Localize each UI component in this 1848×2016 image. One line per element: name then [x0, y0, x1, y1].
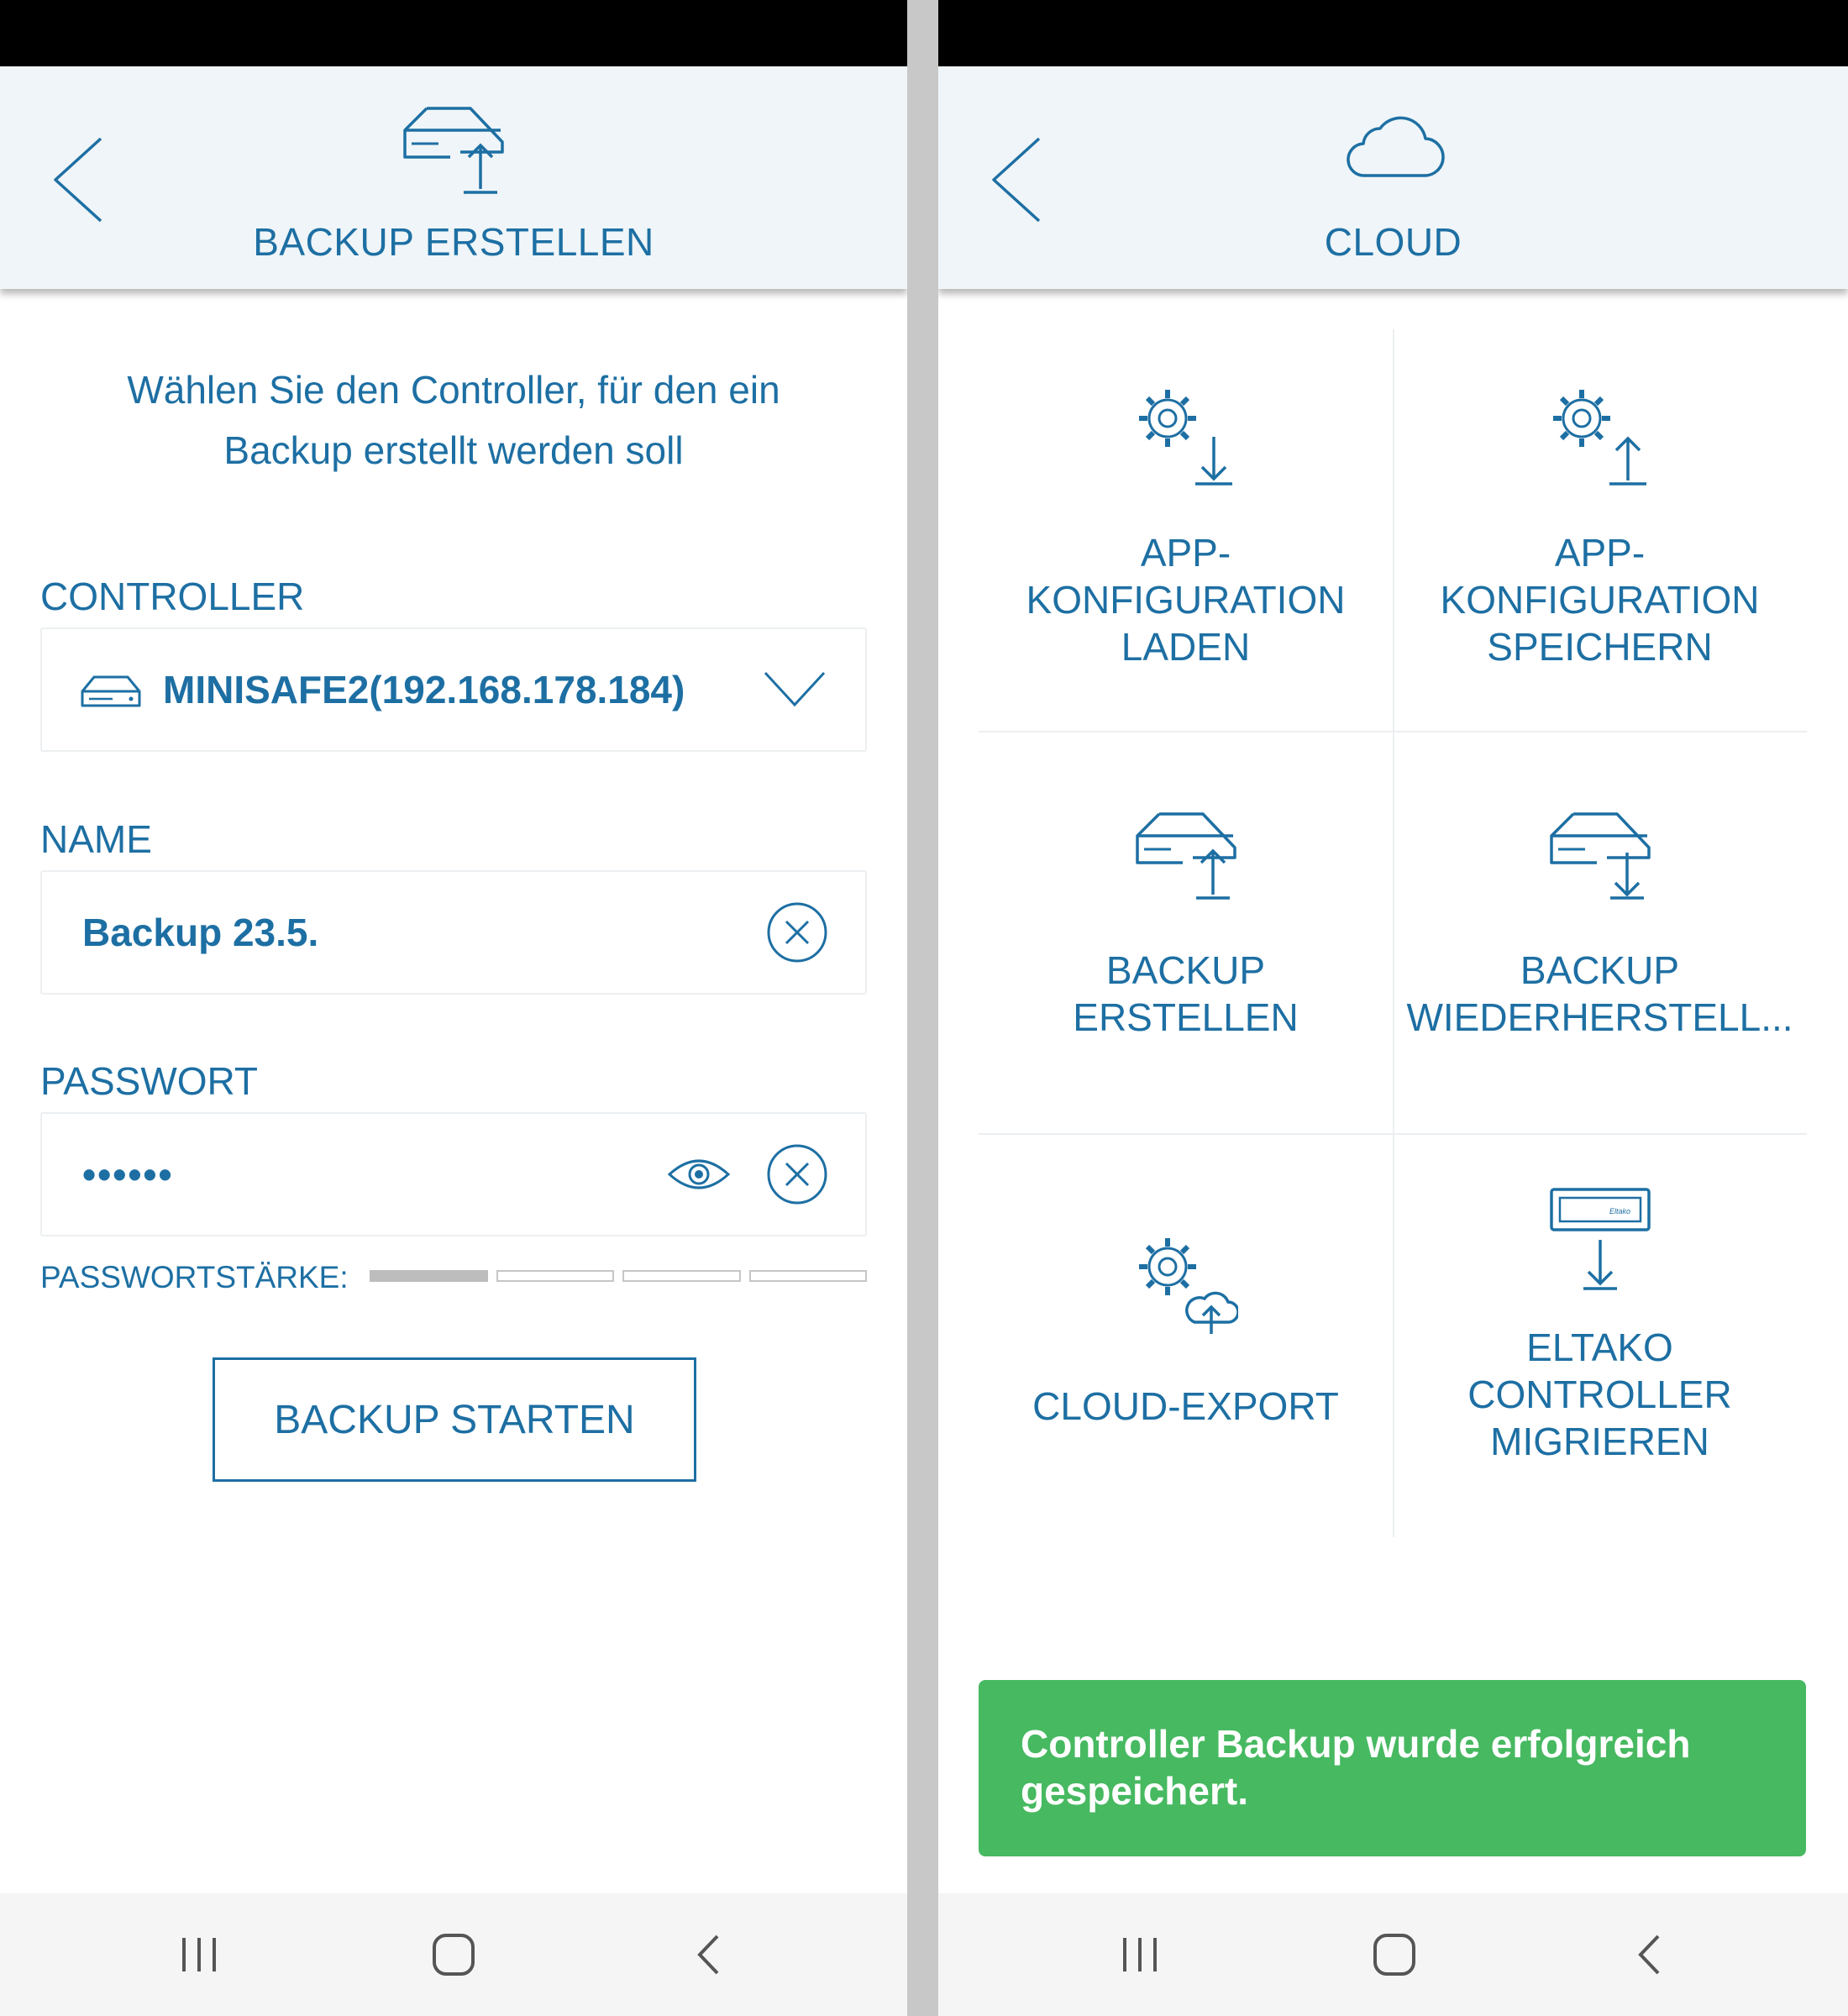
tile-cloud-export[interactable] [979, 1134, 1393, 1536]
strength-segment [370, 1270, 488, 1282]
intro-line-1: Wählen Sie den Controller, für den ein [127, 368, 780, 412]
settings-upload-icon [1548, 385, 1652, 489]
tile-eltako-controller-migrate[interactable] [1393, 1134, 1807, 1536]
cloud-icon [1341, 110, 1446, 179]
recent-apps-icon[interactable] [179, 1936, 219, 1973]
page-title: BACKUP ERSTELLEN [253, 220, 654, 264]
password-strength-label: PASSWORTSTÄRKE: [40, 1260, 349, 1294]
start-backup-button[interactable]: BACKUP STARTEN [213, 1357, 696, 1482]
cloud-screen [938, 0, 1848, 2016]
system-nav-bar [938, 1893, 1848, 2016]
name-value: Backup 23.5. [82, 911, 319, 954]
settings-download-icon [1134, 385, 1238, 489]
controller-select[interactable] [40, 627, 867, 752]
password-field[interactable] [40, 1112, 867, 1236]
tile-label-line: APP- [1140, 531, 1231, 575]
tile-label [1393, 1324, 1807, 1465]
tile-backup-restore[interactable] [1393, 732, 1807, 1134]
tile-label-line: KONFIGURATION [1440, 578, 1760, 622]
system-nav-bar [0, 1893, 907, 2016]
tile-label-line: ELTAKO [1526, 1326, 1673, 1369]
tile-label-line: APP- [1554, 531, 1646, 575]
controller-migrate-icon [1548, 1186, 1652, 1294]
back-icon[interactable] [696, 1934, 721, 1976]
tile-label: CLOUD-EXPORT [1032, 1384, 1339, 1428]
backup-create-screen [0, 0, 907, 2016]
strength-segment [749, 1270, 868, 1282]
tile-label-line: BACKUP [1105, 948, 1266, 992]
chevron-left-icon[interactable] [49, 134, 108, 226]
page-title: CLOUD [1324, 220, 1462, 264]
clear-password-icon[interactable] [766, 1143, 828, 1205]
tile-label-line: KONFIGURATION [1026, 578, 1346, 622]
tile-app-config-load[interactable] [979, 329, 1393, 732]
tile-label-line: SPEICHERN [1487, 625, 1713, 669]
name-label: NAME [40, 817, 152, 861]
tile-label [1393, 947, 1807, 1041]
tile-backup-create[interactable] [979, 732, 1393, 1134]
strength-segment [622, 1270, 741, 1282]
success-toast: Controller Backup wurde erfolgreich gespeichert. [979, 1680, 1806, 1856]
tile-label [979, 947, 1393, 1041]
password-strength-meter [370, 1270, 867, 1282]
tile-label-line: MIGRIEREN [1490, 1420, 1709, 1463]
home-icon[interactable] [432, 1933, 475, 1977]
settings-cloud-upload-icon [1134, 1233, 1238, 1337]
tile-label-line: BACKUP [1520, 948, 1680, 992]
home-icon[interactable] [1373, 1933, 1416, 1977]
password-label: PASSWORT [40, 1059, 258, 1103]
app-header [938, 66, 1848, 289]
tile-label-line: WIEDERHERSTELL... [1406, 995, 1793, 1039]
eltako-brand-text: Eltako [1609, 1207, 1630, 1215]
controller-device-icon [81, 675, 141, 708]
intro-line-2: Backup erstellt werden soll [223, 428, 684, 472]
tile-label-line: CONTROLLER [1467, 1373, 1732, 1416]
cloud-actions-grid [979, 329, 1807, 1537]
chevron-left-icon[interactable] [987, 134, 1046, 226]
status-bar [0, 0, 907, 66]
tile-app-config-save[interactable] [1393, 329, 1807, 732]
tile-label [1393, 529, 1807, 670]
password-value: •••••• [82, 1152, 174, 1196]
backup-upload-icon [1134, 811, 1238, 903]
intro-text [0, 360, 907, 480]
status-bar [938, 0, 1848, 66]
controller-label: CONTROLLER [40, 575, 305, 618]
tile-label [979, 529, 1393, 670]
clear-name-icon[interactable] [766, 901, 828, 963]
tile-label-line: ERSTELLEN [1073, 995, 1299, 1039]
controller-value: MINISAFE2(192.168.178.184) [163, 668, 685, 711]
name-field[interactable] [40, 870, 867, 995]
back-icon[interactable] [1636, 1934, 1662, 1976]
tile-label-line: LADEN [1121, 625, 1251, 669]
app-header [0, 66, 907, 289]
eye-icon[interactable] [667, 1156, 731, 1193]
backup-download-icon [1548, 811, 1652, 903]
recent-apps-icon[interactable] [1120, 1936, 1160, 1973]
backup-upload-icon [402, 105, 506, 197]
strength-segment [496, 1270, 615, 1282]
chevron-down-icon[interactable] [763, 669, 827, 708]
